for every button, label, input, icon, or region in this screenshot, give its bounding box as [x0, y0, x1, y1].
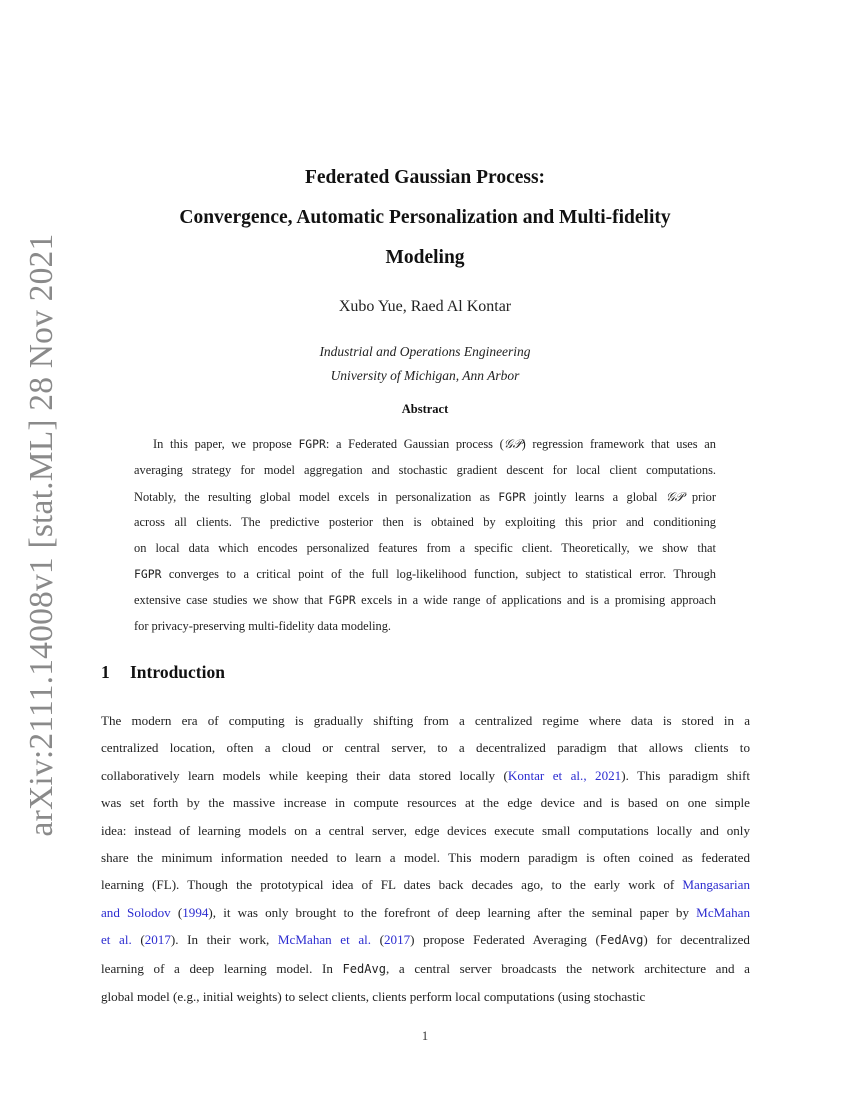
intro-line: [101, 789, 750, 816]
code-term: FedAvg: [342, 961, 387, 976]
affiliation-department: Industrial and Operations Engineering: [319, 344, 531, 359]
text-run: (: [170, 904, 183, 920]
code-term: FGPR: [498, 489, 526, 504]
affiliation-institution: University of Michigan, Ann Arbor: [330, 368, 520, 383]
abstract-line: [134, 458, 716, 484]
citation-link[interactable]: McMahan: [696, 904, 750, 920]
abstract-line: [134, 614, 716, 640]
section-number: 1: [101, 662, 110, 682]
abstract-body: [134, 431, 716, 639]
affiliation: [100, 340, 750, 388]
text-run: was set forth by the massive increase in compute resources at the edge device and is based on one simple: [101, 795, 750, 811]
text-run: collaboratively learn models while keeping their data stored locally (: [101, 767, 508, 783]
text-run: prior: [683, 489, 716, 504]
text-run: The modern era of computing is gradually shifting from a centralized regime where data is stored in a: [101, 713, 750, 728]
title-line-2: Convergence, Automatic Personalization and Multi-fidelity: [179, 207, 671, 228]
citation-link[interactable]: 2017: [383, 932, 411, 948]
text-run: idea: instead of learning models on a central server, edge devices execute small computations locally and only: [101, 822, 750, 838]
abstract-heading: Abstract: [401, 402, 449, 416]
text-run: averaging strategy for model aggregation and stochastic gradient descent for local client computations.: [134, 462, 716, 477]
citation-link[interactable]: McMahan et al.: [277, 932, 372, 948]
citation-link[interactable]: 1994: [182, 904, 209, 920]
text-run: jointly learns a global: [525, 489, 666, 504]
text-run: ), it was only brought to the forefront of deep learning after the seminal paper by: [208, 904, 697, 920]
code-term: FGPR: [328, 592, 356, 607]
code-term: FGPR: [134, 566, 162, 581]
intro-line: [101, 817, 750, 844]
intro-line: [101, 899, 750, 926]
abstract-line: [134, 588, 716, 614]
title-line-3: Modeling: [385, 247, 465, 268]
text-run: ) for decentralized: [643, 932, 750, 948]
math-symbol: 𝒢𝒫: [503, 436, 522, 451]
abstract-line: [134, 562, 716, 588]
text-run: global model (e.g., initial weights) to select clients, clients perform local computations (using stochastic: [101, 989, 646, 1005]
section-heading-introduction: [101, 662, 225, 683]
citation-link[interactable]: and Solodov: [101, 904, 171, 920]
abstract-line: [134, 431, 716, 458]
intro-line: [101, 734, 750, 761]
abstract-line: [134, 484, 716, 511]
title-line-1: Federated Gaussian Process:: [304, 167, 546, 188]
text-run: Notably, the resulting global model excels in personalization as: [134, 489, 499, 504]
text-run: on local data which encodes personalized features from a specific client. Theoretically, we show that: [134, 541, 716, 556]
paper-title: [100, 158, 750, 278]
text-run: for privacy-preserving multi-fidelity data modeling.: [134, 618, 392, 633]
intro-line: [101, 871, 750, 898]
text-run: ) propose Federated Averaging (: [410, 932, 600, 948]
code-term: FGPR: [298, 437, 326, 451]
section-title: Introduction: [130, 662, 225, 682]
text-run: excels in a wide range of applications and is a promising approach: [355, 592, 716, 607]
citation-link[interactable]: 2017: [144, 932, 171, 948]
intro-line: [101, 844, 750, 871]
introduction-body: [101, 707, 750, 1010]
text-run: across all clients. The predictive posterior then is obtained by exploiting this prior and conditioning: [134, 515, 716, 530]
text-run: ). In their work,: [170, 932, 278, 948]
text-run: learning of a deep learning model. In: [101, 960, 343, 976]
text-run: ) regression framework that uses an: [521, 437, 716, 451]
text-run: (: [371, 932, 384, 948]
text-run: In this paper, we propose: [153, 437, 299, 451]
text-run: ). This paradigm shift: [621, 767, 750, 783]
code-term: FedAvg: [599, 933, 644, 948]
page-number: 1: [421, 1029, 429, 1043]
intro-line: [101, 955, 750, 983]
abstract-line: [134, 536, 716, 562]
text-run: : a Federated Gaussian process (: [325, 437, 504, 451]
math-symbol: 𝒢𝒫: [665, 488, 684, 504]
abstract-line: [134, 510, 716, 536]
text-run: learning (FL). Though the prototypical idea of FL dates back decades ago, to the early work of: [101, 877, 683, 893]
citation-link[interactable]: Kontar et al., 2021: [507, 767, 622, 783]
text-run: extensive case studies we show that: [134, 592, 329, 607]
text-run: (: [131, 932, 145, 948]
citation-link[interactable]: et al.: [101, 932, 132, 948]
citation-link[interactable]: Mangasarian: [682, 877, 750, 893]
arxiv-identifier-stamp: arXiv:2111.14008v1 [stat.ML] 28 Nov 2021: [23, 233, 60, 837]
text-run: share the minimum information needed to learn a model. This modern paradigm is often coined as federated: [101, 850, 750, 866]
text-run: , a central server broadcasts the network architecture and a: [386, 960, 750, 976]
intro-line: [101, 762, 750, 789]
authors: Xubo Yue, Raed Al Kontar: [338, 298, 512, 315]
intro-line: [101, 983, 750, 1010]
text-run: converges to a critical point of the full log-likelihood function, subject to statistical error. Through: [161, 566, 716, 581]
intro-line: [101, 707, 750, 734]
intro-line: [101, 926, 750, 954]
text-run: centralized location, often a cloud or central server, to a decentralized paradigm that allows clients to: [101, 740, 750, 756]
